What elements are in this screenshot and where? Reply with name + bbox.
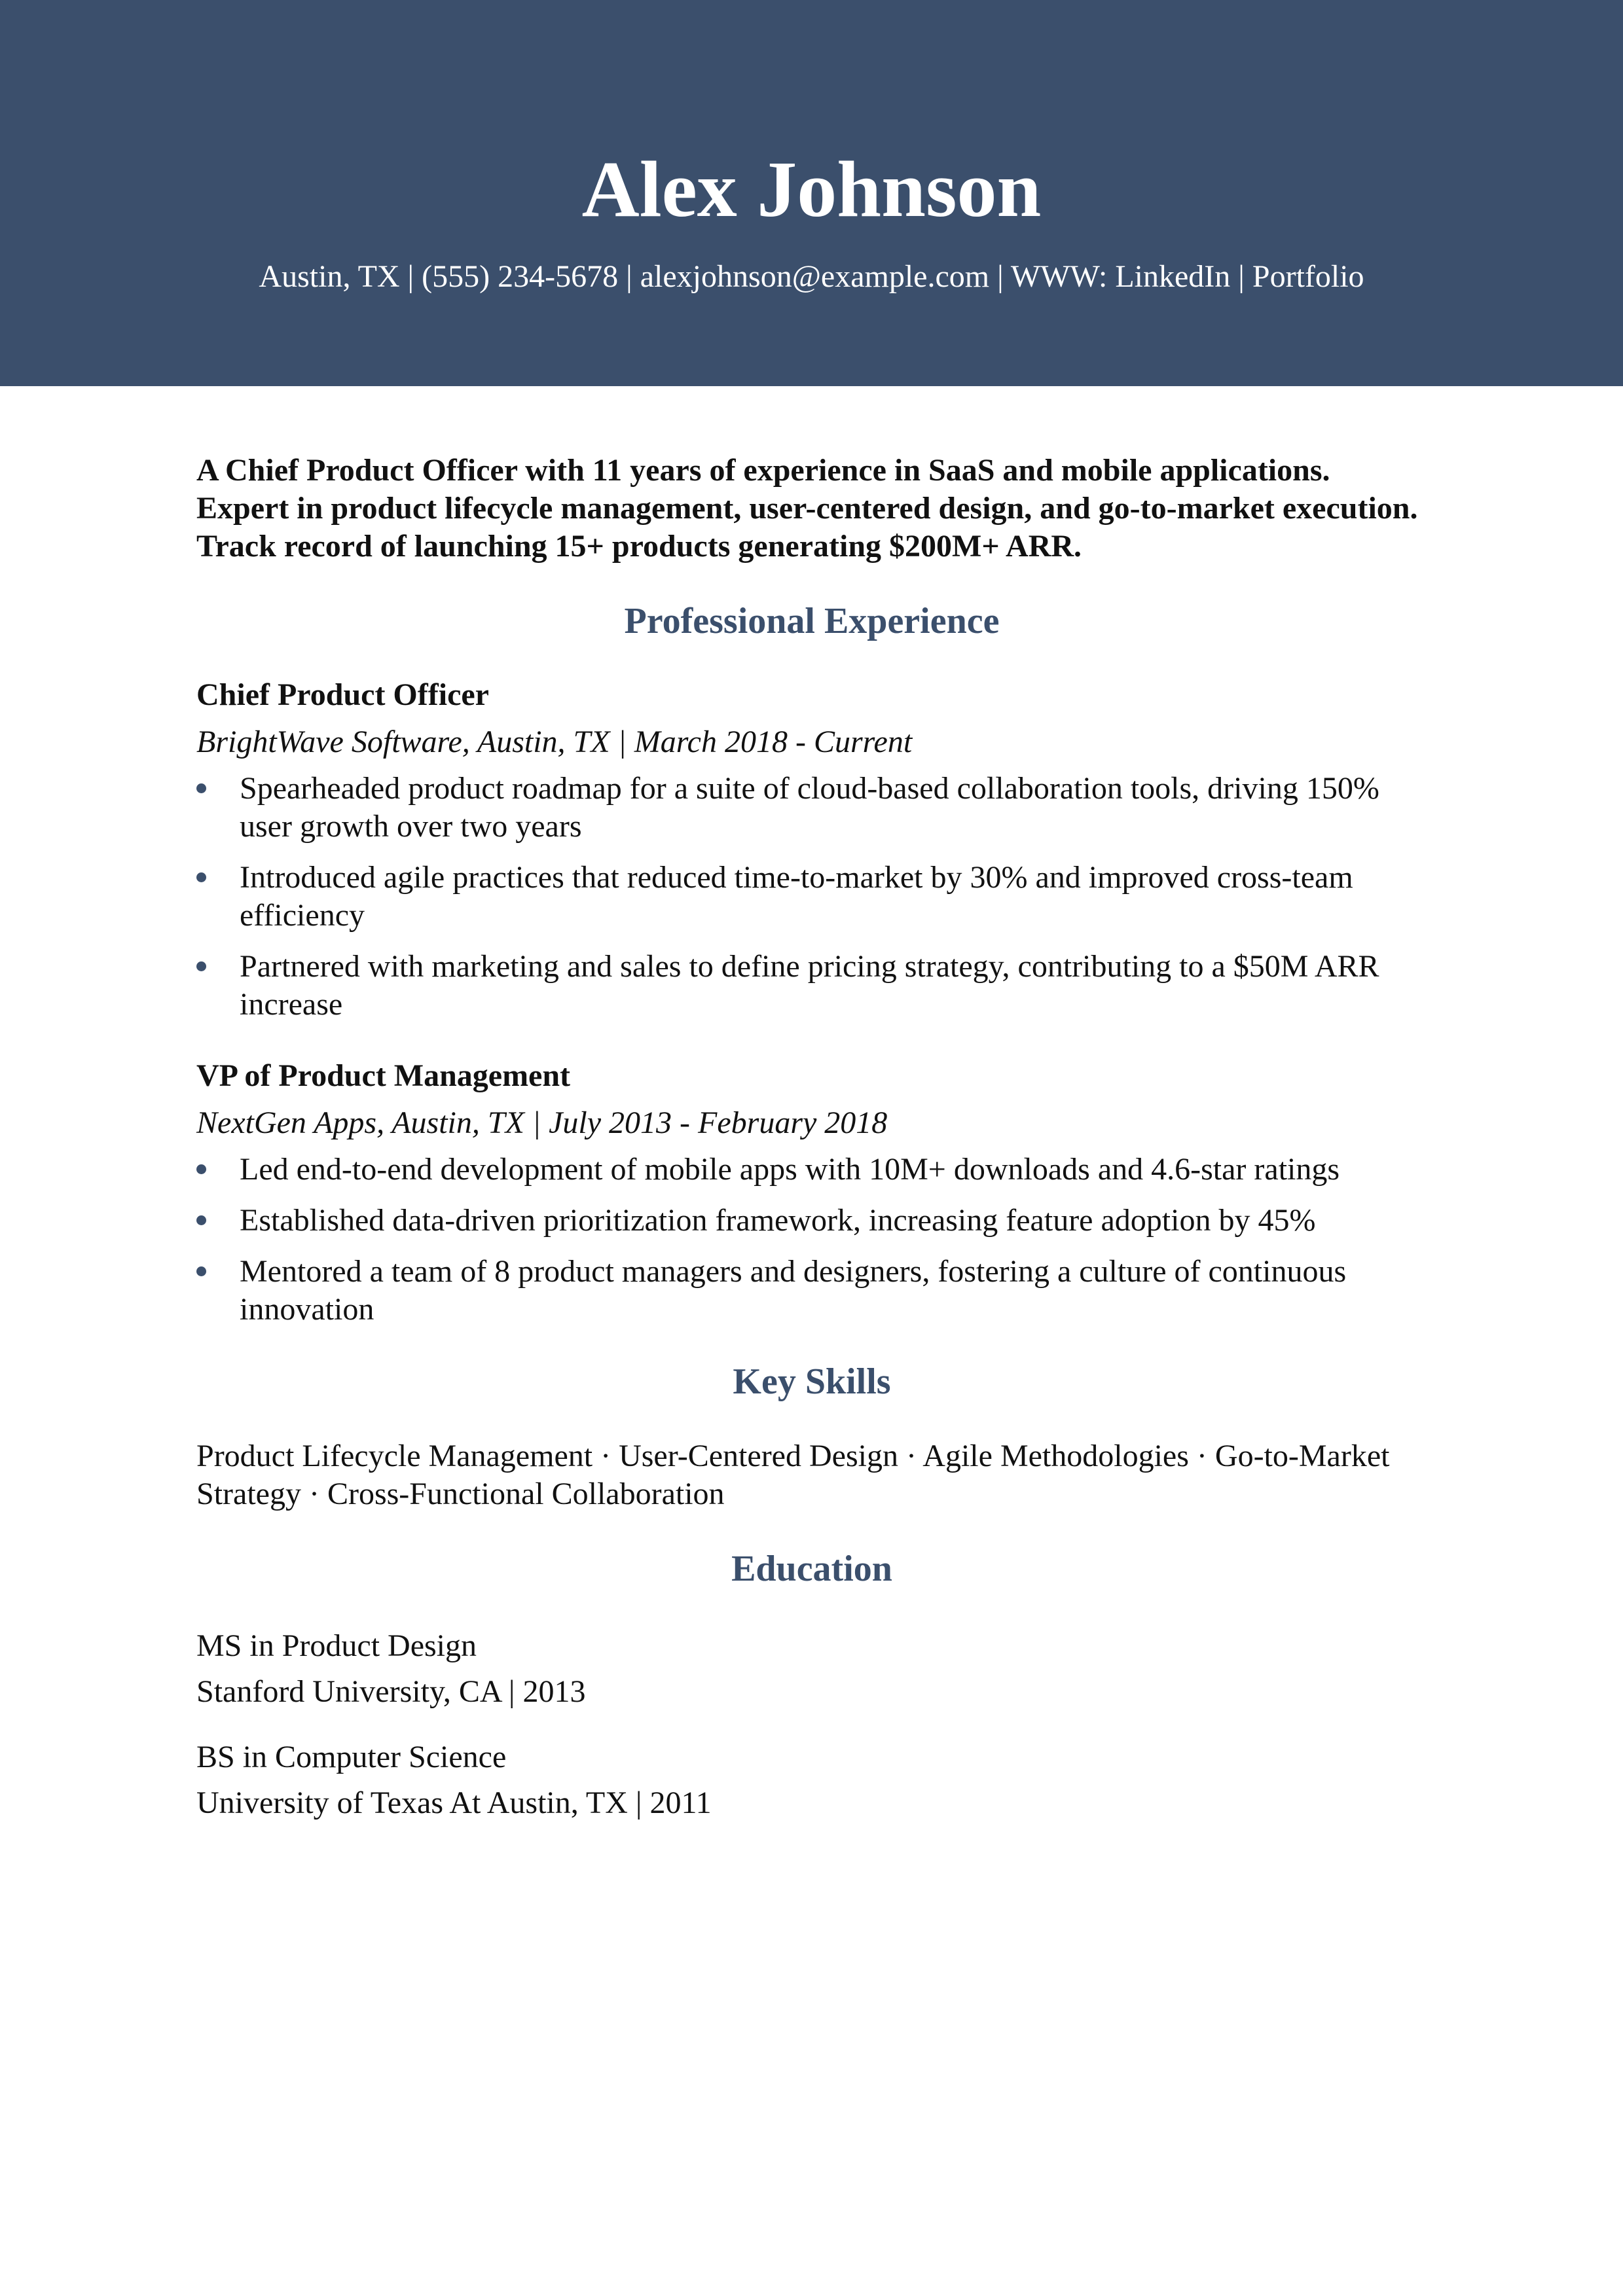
school: University of Texas At Austin, TX | 2011: [196, 1785, 712, 1820]
job-bullets: [196, 770, 1427, 1024]
contact-line: Austin, TX | (555) 234-5678 | alexjohnson@example.com | WWW: LinkedIn | Portfolio: [259, 259, 1364, 294]
job-bullets: [196, 1151, 1427, 1329]
bullet-item: Spearheaded product roadmap for a suite of cloud-based collaboration tools, driving 150% user growth over two years: [196, 770, 1427, 846]
section-title-education: Education: [731, 1549, 892, 1589]
job-title: VP of Product Management: [196, 1058, 571, 1093]
degree: MS in Product Design: [196, 1628, 477, 1663]
job-entry: [196, 675, 1427, 1024]
job-entry: [196, 1056, 1427, 1329]
school: Stanford University, CA | 2013: [196, 1674, 586, 1709]
resume-body: [196, 452, 1427, 1826]
education-entry: [196, 1623, 1427, 1715]
bullet-item: Introduced agile practices that reduced time-to-market by 30% and improved cross-team efficiency: [196, 859, 1427, 935]
degree: BS in Computer Science: [196, 1740, 507, 1774]
bullet-item: Established data-driven prioritization framework, increasing feature adoption by 45%: [196, 1202, 1427, 1240]
candidate-name: Alex Johnson: [581, 145, 1042, 234]
job-meta: BrightWave Software, Austin, TX | March 2018 - Current: [196, 725, 913, 759]
summary: A Chief Product Officer with 11 years of experience in SaaS and mobile applications. Expert in product lifecycle management, user-centered design, and go-to-market execution. Track record of launching 15+ products generating $200M+ ARR.: [196, 453, 1418, 564]
skills-list: Product Lifecycle Management · User-Centered Design · Agile Methodologies · Go-to-Market Strategy · Cross-Functional Collaboration: [196, 1439, 1390, 1511]
section-title-experience: Professional Experience: [624, 601, 1000, 641]
bullet-item: Mentored a team of 8 product managers and designers, fostering a culture of continuous innovation: [196, 1253, 1427, 1329]
education-entry: [196, 1734, 1427, 1826]
bullet-item: Led end-to-end development of mobile apps with 10M+ downloads and 4.6-star ratings: [196, 1151, 1427, 1189]
bullet-item: Partnered with marketing and sales to define pricing strategy, contributing to a $50M ARR increase: [196, 948, 1427, 1024]
header-banner: [0, 0, 1623, 386]
job-meta: NextGen Apps, Austin, TX | July 2013 - February 2018: [196, 1105, 888, 1140]
job-title: Chief Product Officer: [196, 677, 489, 712]
section-title-skills: Key Skills: [733, 1361, 891, 1402]
